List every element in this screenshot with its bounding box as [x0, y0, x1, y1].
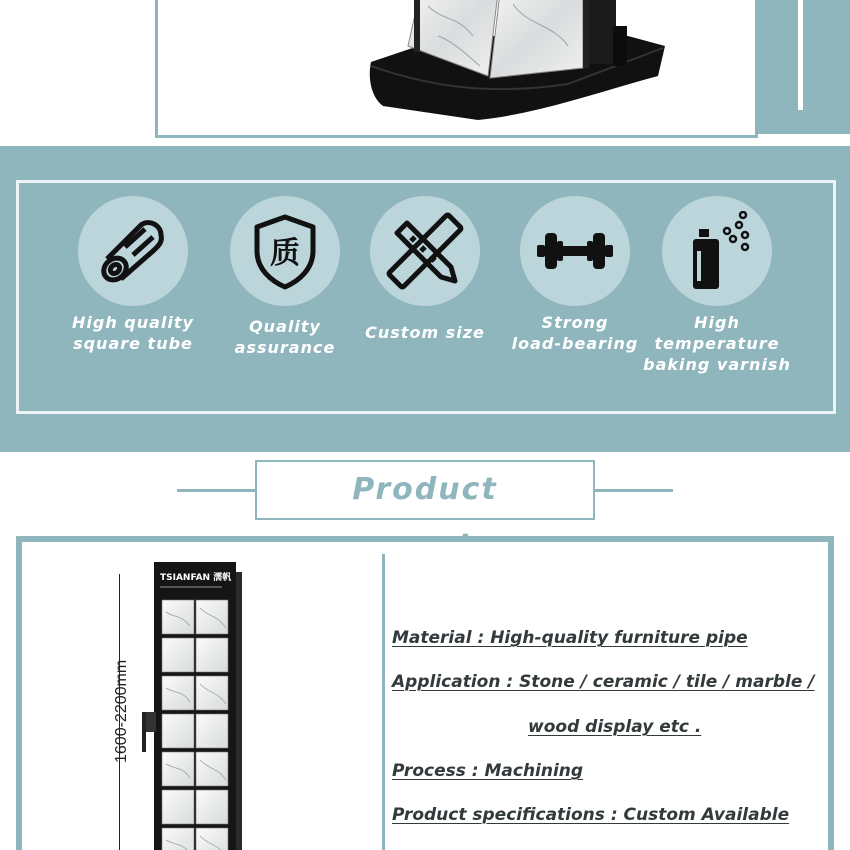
feature-circle — [78, 196, 188, 306]
dumbbell-icon — [535, 211, 615, 291]
tube-icon — [93, 211, 173, 291]
spec-card — [16, 536, 834, 850]
display-stand-image — [158, 0, 758, 138]
product-image-card — [155, 0, 758, 138]
feature-circle — [370, 196, 480, 306]
features-band — [0, 146, 850, 452]
feature-baking-varnish — [632, 196, 802, 374]
title-line-right — [593, 489, 673, 492]
height-dimension-label — [113, 659, 131, 763]
height-dimension-text: 1600-2200mm — [113, 659, 130, 763]
spray-can-icon — [677, 211, 757, 291]
ruler-pencil-icon — [385, 211, 465, 291]
top-side-line — [798, 0, 803, 110]
display-rack-image — [140, 562, 250, 850]
feature-label: High temperature baking varnish — [643, 313, 791, 374]
spec-application: Application : Stone / ceramic / tile / marble / — [392, 672, 815, 692]
feature-label: Quality assurance — [234, 317, 336, 357]
parameters-title-box — [255, 460, 595, 520]
rack-brand: TSIANFAN 濡帆 — [160, 573, 232, 583]
top-section — [0, 0, 850, 146]
spec-divider — [382, 554, 385, 850]
spec-material: Material : High-quality furniture pipe — [392, 628, 748, 648]
feature-label: Strong load-bearing — [511, 313, 639, 353]
top-side-accent — [758, 0, 850, 134]
title-line-left — [177, 489, 257, 492]
feature-custom-size — [340, 196, 510, 366]
feature-label: High quality square tube — [72, 313, 194, 353]
spec-specifications: Product specifications : Custom Available — [392, 805, 790, 825]
quality-shield-icon — [245, 211, 325, 291]
quality-glyph: 质 — [270, 236, 300, 271]
spec-application-cont: wood display etc . — [528, 717, 702, 737]
section-title: Product — [352, 472, 498, 507]
feature-circle — [520, 196, 630, 306]
feature-circle — [662, 196, 772, 306]
spec-process: Process : Machining — [392, 761, 584, 781]
parameters-section — [0, 452, 850, 850]
feature-label: Custom size — [365, 323, 485, 342]
feature-square-tube — [48, 196, 218, 366]
feature-circle — [230, 196, 340, 306]
